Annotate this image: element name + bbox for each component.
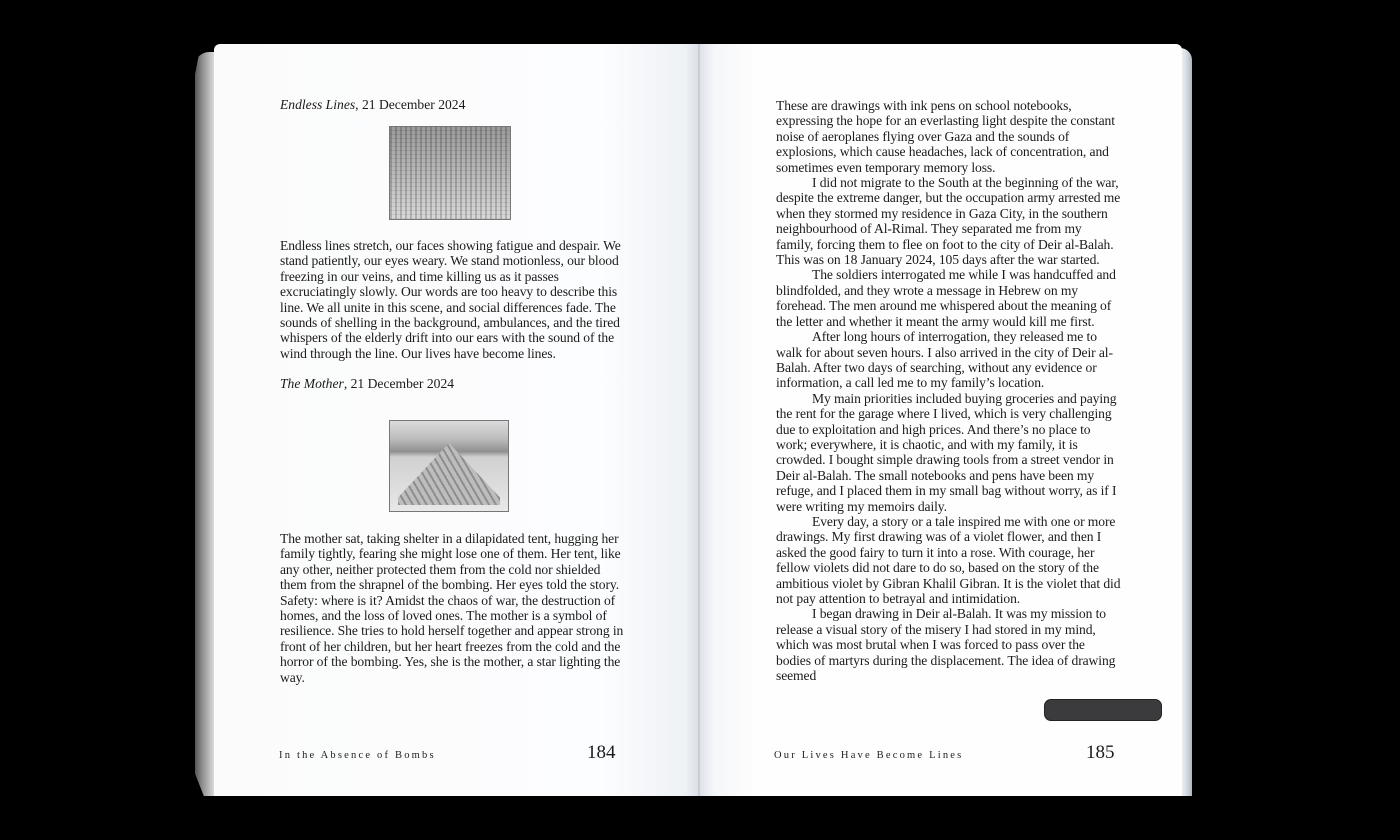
entry-title: The Mother: [280, 376, 344, 391]
paragraph: My main priorities included buying groceries and paying the rent for the garage where I lived, which is very challenging due to exploitation and high prices. And there’s no place to work; everywhere, it is chaotic, and with my family, it is crowded. I bought simple drawing tools from a street vendor in Deir al-Balah. The small notebooks and pens have been my refuge, and I placed them in my small bag without worry, as if I were writing my memoirs daily.: [776, 390, 1117, 514]
right-running-footer: Our Lives Have Become Lines: [774, 750, 964, 761]
line-of-people-illustration: [389, 126, 511, 220]
right-page-number: 185: [1086, 742, 1115, 763]
paragraph: Every day, a story or a tale inspired me with one or more drawings. My first drawing was of a violet flower, and then I asked the good fairy to turn it into a rose. With courage, her fellow violets did not dare to do so, based on the story of the ambitious violet by Gibran Khalil Gibran. It is the violet that did not pay attention to betrayal and intimidation.: [776, 513, 1121, 606]
left-page-number: 184: [587, 742, 616, 763]
left-running-footer: In the Absence of Bombs: [279, 750, 436, 761]
right-page-body: [776, 98, 1122, 683]
entry-date: , 21 December 2024: [355, 97, 466, 112]
mother-in-tent-illustration: [389, 420, 509, 512]
entry-body-endless-lines: [280, 238, 624, 361]
entry-heading-the-mother: [280, 376, 454, 392]
paragraph: I did not migrate to the South at the beginning of the war, despite the extreme danger, but the occupation army arrested me when they stormed my residence in Gaza City, in the southern neighbourhood of Al-Rimal. They separated me from my family, forcing them to flee on foot to the city of Deir al-Balah. This was on 18 January 2024, 105 days after the war started.: [776, 175, 1121, 268]
entry-paragraph: The mother sat, taking shelter in a dilapidated tent, hugging her family tightly, fearing she might lose one of them. Her tent, like any other, neither protected them from the cold nor shielded them from the shrapnel of the bombing. Her eyes told the story. Safety: where is it? Amidst the chaos of war, the destruction of homes, and the loss of loved ones. The mother is a symbol of resilience. She tries to hold herself together and appear strong in front of her children, but her heart freezes from the cold and the horror of the bombing. Yes, she is the mother, a star lighting the way.: [280, 531, 624, 685]
entry-body-the-mother: [280, 531, 624, 685]
redaction-bar: [1044, 699, 1162, 721]
entry-heading-endless-lines: [280, 97, 465, 113]
paragraph: The soldiers interrogated me while I was handcuffed and blindfolded, and they wrote a message in Hebrew on my forehead. The men around me whispered about the meaning of the letter and whether it meant the army would kill me first.: [776, 267, 1116, 329]
entry-date: , 21 December 2024: [343, 376, 455, 391]
entry-paragraph: Endless lines stretch, our faces showing fatigue and despair. We stand patiently, our eyes weary. We stand motionless, our blood freezing in our veins, and time killing us as it passes excruciatingly slowly. Our words are too heavy to describe this line. We all unite in this scene, and social differences fade. The sounds of shelling in the background, ambulances, and the tired whispers of the elderly drift into our ears with the sound of the wind through the line. Our lives have become lines.: [280, 238, 621, 361]
paragraph: These are drawings with ink pens on school notebooks, expressing the hope for an everlasting light despite the constant noise of aeroplanes flying over Gaza and the sounds of explosions, which cause headaches, lack of concentration, and sometimes even temporary memory loss.: [776, 98, 1115, 175]
book-gutter: [698, 44, 700, 796]
paragraph: I began drawing in Deir al-Balah. It was my mission to release a visual story of the misery I had stored in my mind, which was most brutal when I was forced to pass over the bodies of martyrs during the displacement. The idea of drawing seemed: [776, 606, 1116, 684]
entry-title: Endless Lines: [280, 97, 356, 112]
paragraph: After long hours of interrogation, they released me to walk for about seven hours. I also arrived in the city of Deir al-Balah. After two days of searching, without any evidence or information, a call led me to my family’s location.: [776, 329, 1113, 391]
